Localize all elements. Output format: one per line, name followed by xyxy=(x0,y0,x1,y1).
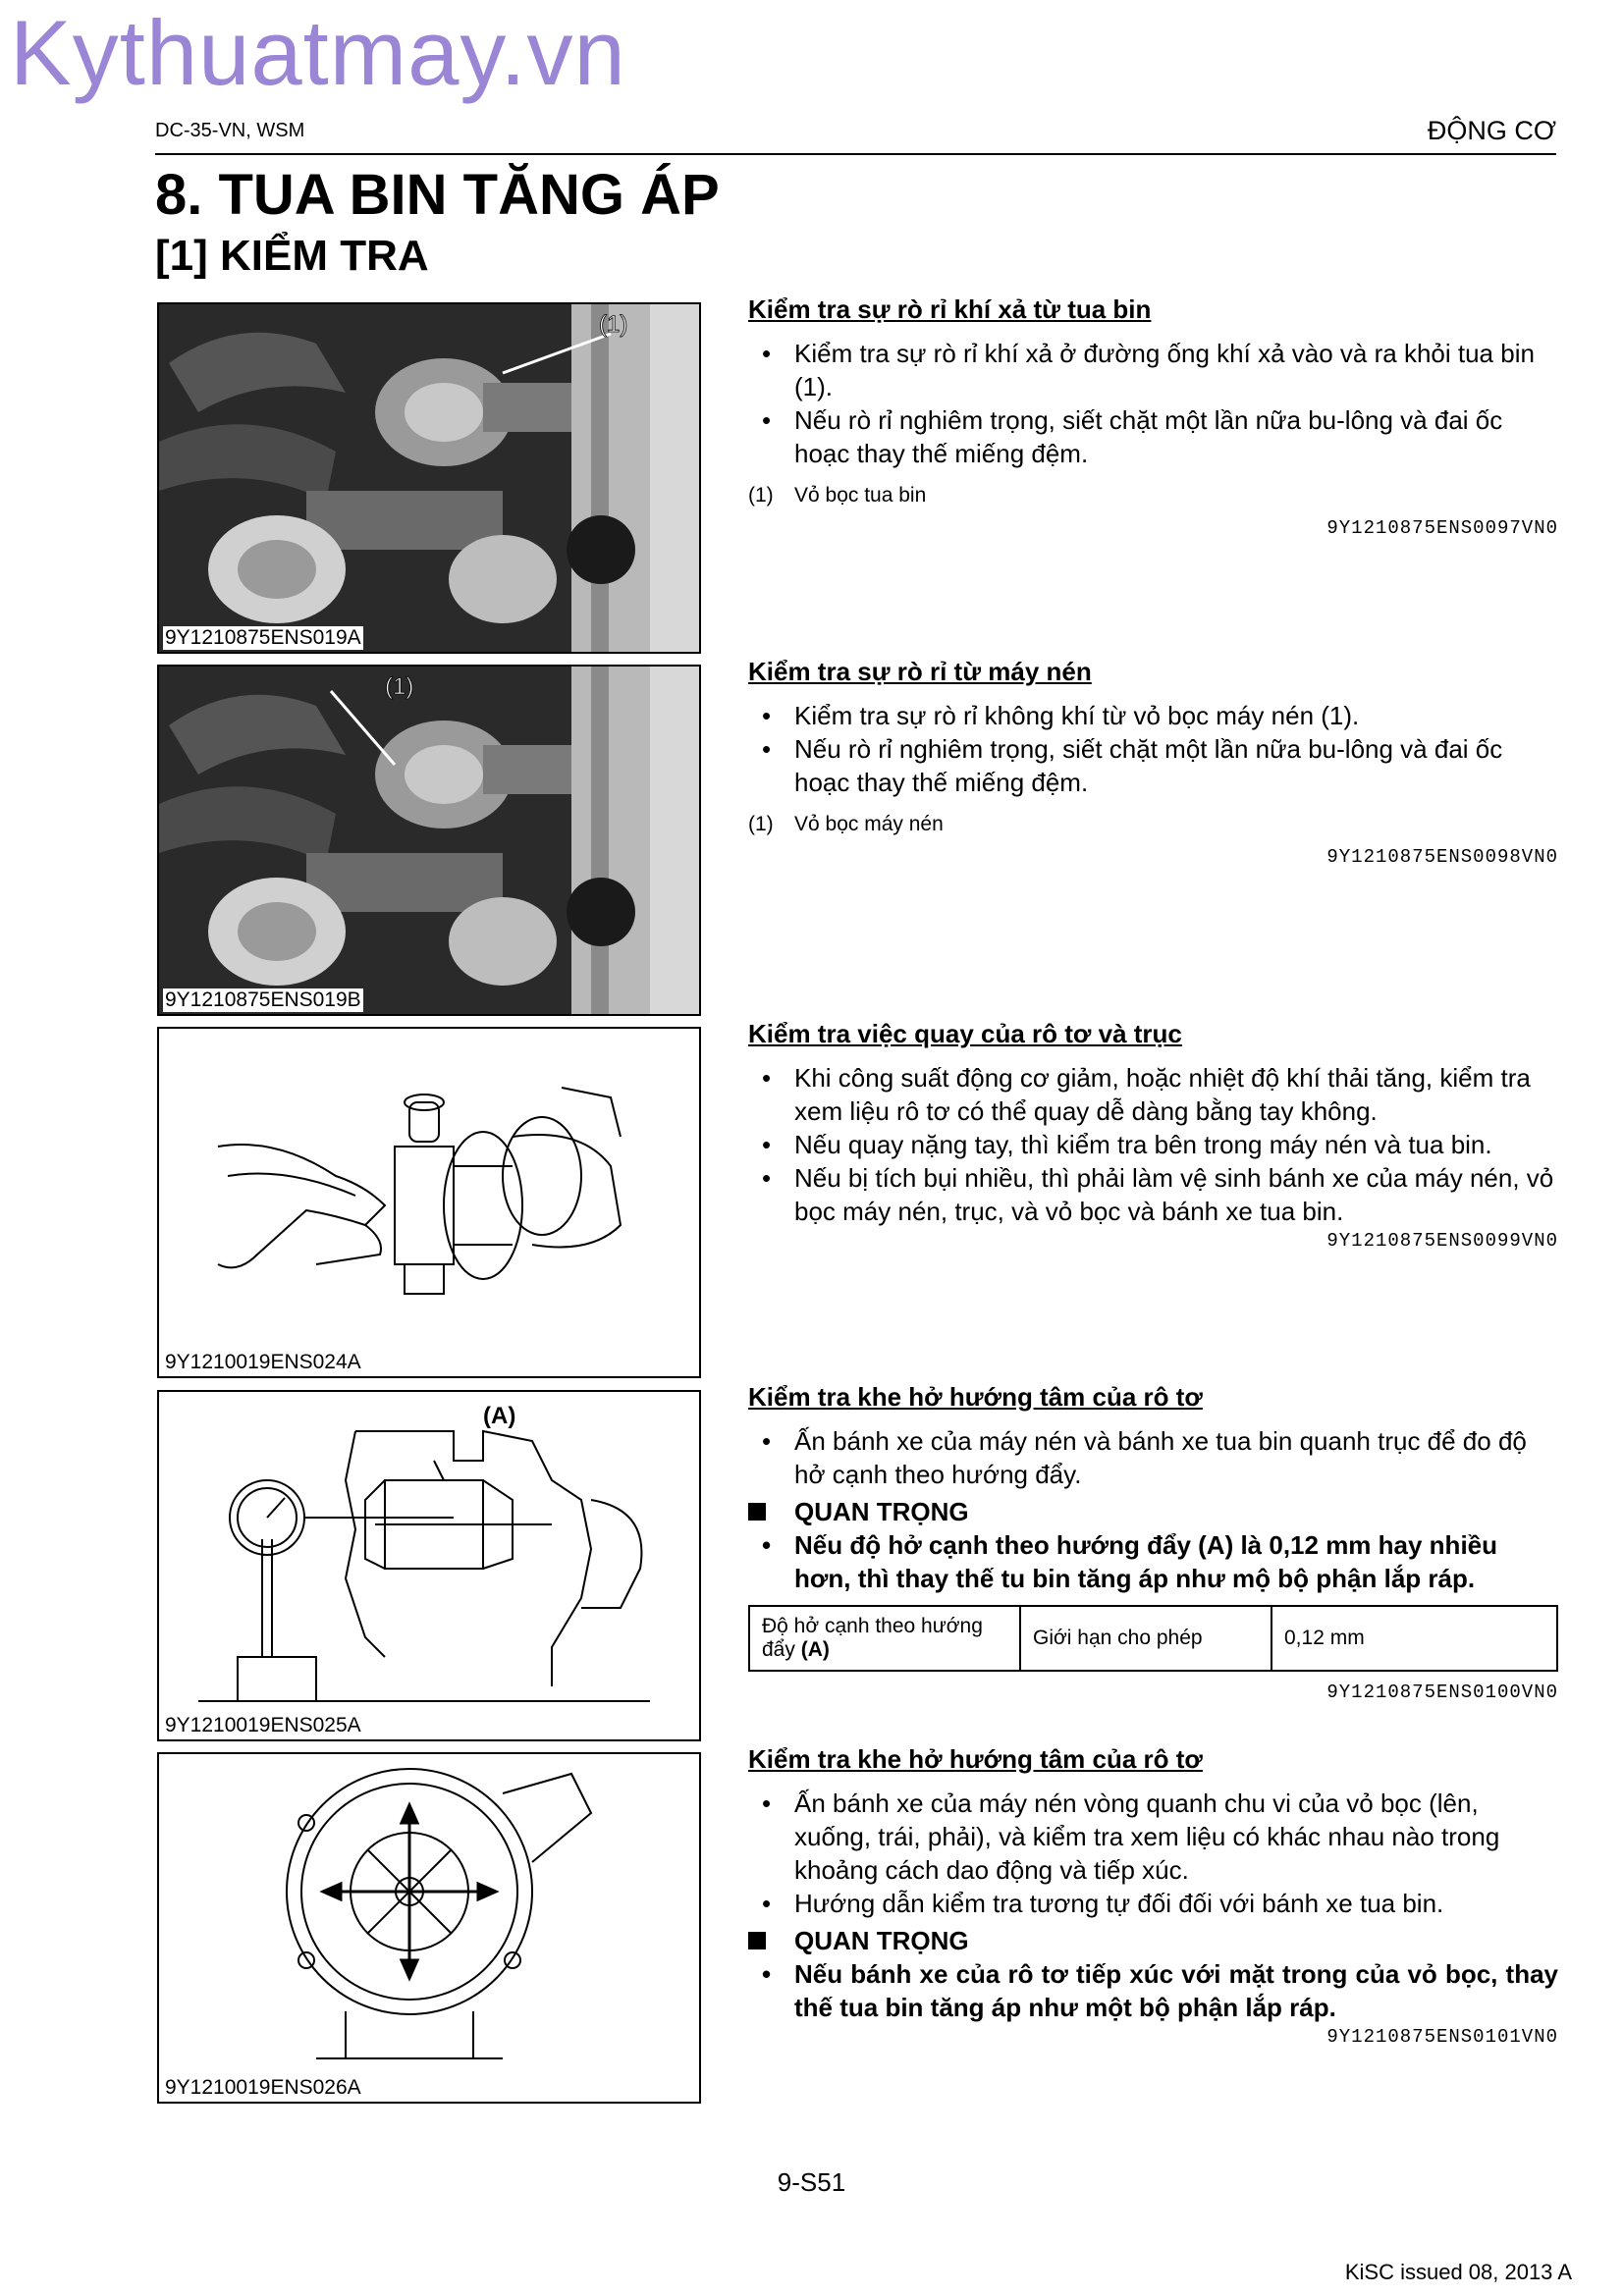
engine-photo-2 xyxy=(159,667,699,1014)
legend-note: (1) Vỏ bọc máy nén xyxy=(748,813,944,835)
bullet-item: • Ấn bánh xe của máy nén và bánh xe tua bin quanh trục để đo độ hở cạnh theo hướng đẩy. xyxy=(762,1426,1527,1489)
section-title: Kiểm tra sự rò rỉ khí xả từ tua bin xyxy=(748,294,1152,324)
bullet-item: • Nếu bị tích bụi nhiều, thì phải làm vệ sinh bánh xe của máy nén, vỏ bọc máy nén, trục, và vỏ bọc và bánh xe tua bin. xyxy=(762,1163,1554,1226)
section-rotor-rotation xyxy=(748,1019,1558,1252)
reference-code: 9Y1210875ENS0098VN0 xyxy=(1326,846,1558,868)
figure-compressor-wheel xyxy=(157,1752,701,2104)
section-heading: [1] KIỂM TRA xyxy=(155,232,429,280)
section-title: Kiểm tra khe hở hướng tâm của rô tơ xyxy=(748,1744,1203,1774)
bullet-item: • Nếu rò rỉ nghiêm trọng, siết chặt một lần nữa bu-lông và đai ốc hoạc thay thế miếng đệm. xyxy=(762,405,1503,468)
legend-note: (1) Vỏ bọc tua bin xyxy=(748,484,927,507)
bullet-item: • Kiểm tra sự rò rỉ khí xả ở đường ống khí xả vào và ra khỏi tua bin (1). xyxy=(762,339,1535,401)
figure-caption: 9Y1210875ENS019A xyxy=(165,626,361,649)
figure-rotor-rotation xyxy=(157,1027,701,1378)
bullet-item: • Hướng dẫn kiểm tra tương tự đối đối với bánh xe tua bin. xyxy=(762,1889,1444,1918)
important-bullet: • Nếu bánh xe của rô tơ tiếp xúc với mặt trong của vỏ bọc, thay thế tua bin tăng áp như một bộ phận lắp ráp. xyxy=(762,1959,1558,2022)
header-chapter: ĐỘNG CƠ xyxy=(1427,116,1556,145)
section-compressor-leak xyxy=(748,657,1558,868)
dial-gauge-drawing xyxy=(159,1392,699,1739)
footer-issue: KiSC issued 08, 2013 A xyxy=(1344,2260,1572,2284)
square-bullet-icon xyxy=(748,1932,766,1949)
chapter-heading: 8. TUA BIN TĂNG ÁP xyxy=(155,163,720,227)
bullet-item: • Khi công suất động cơ giảm, hoặc nhiệt độ khí thải tăng, kiểm tra xem liệu rô tơ có thể quay dễ dàng bằng tay không. xyxy=(762,1063,1531,1126)
figure-callout: (1) xyxy=(385,673,414,700)
square-bullet-icon xyxy=(748,1503,766,1521)
section-title: Kiểm tra sự rò rỉ từ máy nén xyxy=(748,657,1092,686)
reference-code: 9Y1210875ENS0099VN0 xyxy=(1326,1230,1558,1252)
spec-table xyxy=(748,1605,1558,1672)
figure-turbine-exhaust xyxy=(157,302,701,654)
spec-limit-cell: Giới hạn cho phép xyxy=(1020,1606,1271,1671)
figure-compressor-leak xyxy=(157,665,701,1016)
figure-caption: 9Y1210019ENS026A xyxy=(165,2076,361,2099)
compressor-wheel-drawing xyxy=(159,1754,699,2102)
figure-dial-indicator xyxy=(157,1390,701,1741)
section-turbine-exhaust-leak xyxy=(748,294,1558,539)
bullet-item: • Nếu rò rỉ nghiêm trọng, siết chặt một lần nữa bu-lông và đai ốc hoạc thay thế miếng đệm. xyxy=(762,734,1503,797)
figure-callout: (A) xyxy=(483,1403,516,1429)
important-label: QUAN TRỌNG xyxy=(748,1495,1558,1528)
important-label: QUAN TRỌNG xyxy=(748,1924,1558,1957)
engine-photo-1 xyxy=(159,304,699,652)
important-bullet: • Nếu độ hở cạnh theo hướng đẩy (A) là 0,12 mm hay nhiều hơn, thì thay thế tu bin tăng áp như mộ bộ phận lắp ráp. xyxy=(762,1530,1498,1593)
page-number: 9-S51 xyxy=(777,2167,846,2197)
bullet-item: • Ấn bánh xe của máy nén vòng quanh chu vi của vỏ bọc (lên, xuống, trái, phải), và kiểm tra xem liệu có khác nhau nào trong khoảng cách dao động và tiếp xúc. xyxy=(762,1789,1500,1885)
rotor-hand-drawing xyxy=(159,1029,699,1376)
reference-code: 9Y1210875ENS0097VN0 xyxy=(1326,517,1558,539)
table-row xyxy=(749,1606,1557,1671)
figure-caption: 9Y1210019ENS025A xyxy=(165,1714,361,1736)
section-rotor-axial-clearance xyxy=(748,1382,1558,1703)
figure-caption: 9Y1210875ENS019B xyxy=(165,988,361,1011)
reference-code: 9Y1210875ENS0100VN0 xyxy=(1326,1682,1558,1703)
section-rotor-radial-clearance xyxy=(748,1744,1558,2048)
section-title: Kiểm tra khe hở hướng tâm của rô tơ xyxy=(748,1382,1203,1412)
figure-callout: (1) xyxy=(599,311,628,338)
watermark: Kythuatmay.vn xyxy=(10,1,626,104)
spec-value-cell: 0,12 mm xyxy=(1271,1606,1557,1671)
bullet-item: • Nếu quay nặng tay, thì kiểm tra bên trong máy nén và tua bin. xyxy=(762,1130,1492,1159)
section-title: Kiểm tra việc quay của rô tơ và trục xyxy=(748,1019,1182,1048)
header-rule xyxy=(155,153,1556,155)
header-doc-code: DC-35-VN, WSM xyxy=(155,120,305,141)
figure-caption: 9Y1210019ENS024A xyxy=(165,1351,361,1373)
spec-label-cell: Độ hở cạnh theo hướng đẩy (A) xyxy=(749,1606,1020,1671)
reference-code: 9Y1210875ENS0101VN0 xyxy=(1326,2026,1558,2048)
bullet-item: • Kiểm tra sự rò rỉ không khí từ vỏ bọc máy nén (1). xyxy=(762,701,1360,730)
